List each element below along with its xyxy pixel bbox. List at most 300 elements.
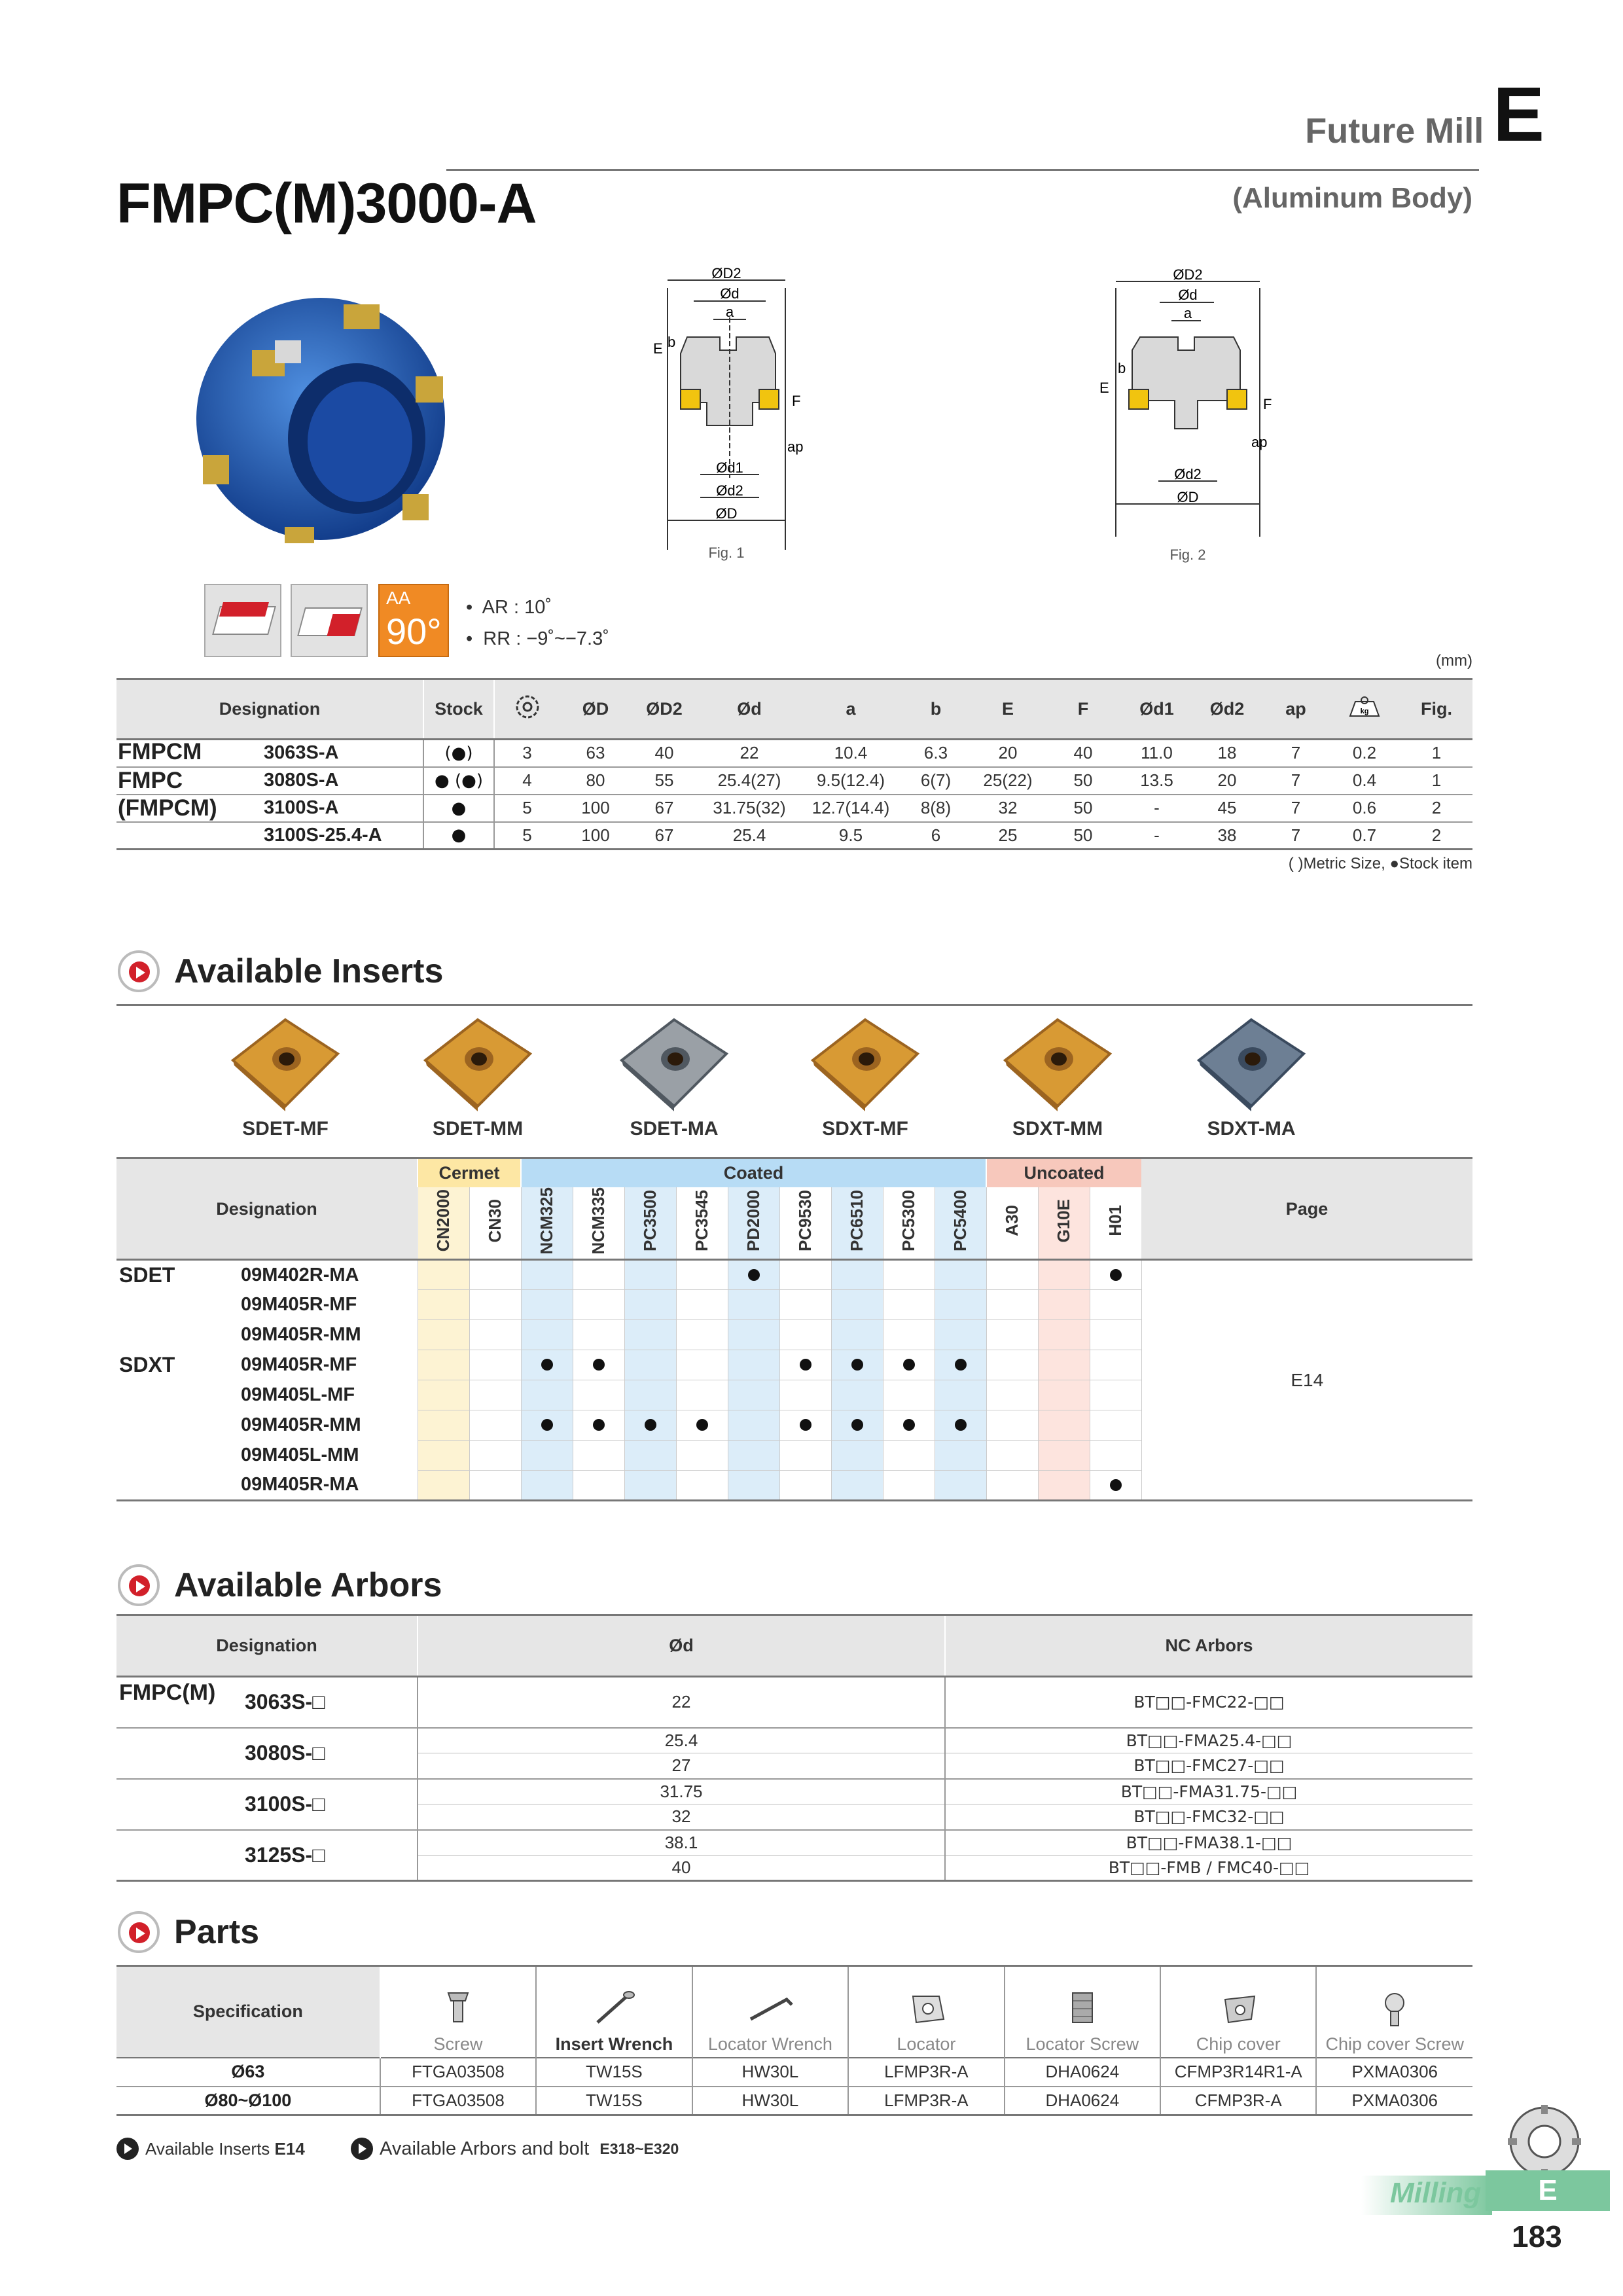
spec-E: 20: [998, 743, 1018, 763]
th-d: Ød: [697, 679, 802, 740]
grade-label: PC3500: [640, 1189, 660, 1251]
spec-ap: 7: [1291, 770, 1301, 790]
stock-cell: [624, 1350, 676, 1380]
spec-ap: 7: [1291, 743, 1301, 763]
spec-kg: 0.4: [1352, 770, 1377, 790]
stock-cell: [986, 1441, 1038, 1471]
spec-D2: 55: [654, 770, 674, 790]
section-parts: [118, 1911, 259, 1953]
footer-link1-page: E14: [274, 2138, 305, 2159]
spec-d: 31.75(32): [713, 798, 786, 817]
stock-dot: [593, 1359, 605, 1371]
arbor-d: 27: [418, 1753, 945, 1779]
arbor-d: 40: [418, 1856, 945, 1881]
stock-cell: [1090, 1441, 1141, 1471]
spec-E: 32: [998, 798, 1018, 817]
stock-dot: [800, 1359, 812, 1371]
stock-cell: [1090, 1350, 1141, 1380]
insert-code: 09M405R-MA: [241, 1474, 359, 1496]
stock-cell: [831, 1441, 883, 1471]
th-F: F: [1044, 679, 1122, 740]
stock-cell: [728, 1471, 779, 1501]
arbor-d: 25.4: [418, 1728, 945, 1753]
grade-ncm335: [573, 1187, 624, 1260]
spec-stock: (●): [423, 740, 494, 767]
stock-cell: [779, 1350, 831, 1380]
stock-cell: [779, 1320, 831, 1350]
stock-dot: [645, 1419, 656, 1431]
stock-cell: [521, 1320, 573, 1350]
stock-cell: [986, 1290, 1038, 1320]
stock-cell: [573, 1410, 624, 1441]
part-label: Chip cover Screw: [1325, 2034, 1465, 2054]
spec-z: 3: [522, 743, 532, 763]
spec-d1: -: [1154, 825, 1160, 845]
spec-E: 25: [998, 825, 1018, 845]
spec-fig: 1: [1431, 770, 1442, 790]
stock-cell: [469, 1441, 521, 1471]
stock-cell: [1038, 1441, 1090, 1471]
stock-cell: [676, 1441, 728, 1471]
stock-cell: [418, 1350, 469, 1380]
parts-th-spec: Specification: [116, 1966, 380, 2058]
stock-cell: [1038, 1290, 1090, 1320]
stock-cell: [779, 1380, 831, 1410]
footer-link2-page: E318~E320: [599, 2140, 679, 2157]
parts-row: [116, 2087, 1472, 2115]
shoulder-milling-icon: [291, 584, 368, 657]
part-label: Locator Screw: [1026, 2034, 1139, 2054]
stock-cell: [883, 1380, 935, 1410]
spec-d1: 13.5: [1140, 770, 1173, 790]
insert-code: 09M405R-MF: [241, 1354, 357, 1376]
stock-cell: [986, 1410, 1038, 1441]
parts-col-insert-wrench: [536, 1966, 692, 2058]
grade-pc9530: [779, 1187, 831, 1260]
stock-cell: [779, 1290, 831, 1320]
stock-cell: [728, 1320, 779, 1350]
spec-a: 10.4: [834, 743, 868, 763]
th-stock: Stock: [423, 679, 494, 740]
parts-value: TW15S: [536, 2058, 692, 2087]
section-title: Parts: [174, 1913, 260, 1951]
stock-cell: [418, 1290, 469, 1320]
stock-dot: [1110, 1479, 1122, 1491]
arbor-row: [116, 1779, 1472, 1804]
grade-label: PC5400: [950, 1189, 970, 1251]
stock-cell: [418, 1441, 469, 1471]
parts-value: FTGA03508: [380, 2087, 536, 2115]
fig2-label-E: E: [1099, 380, 1109, 396]
insert-name: SDXT-MM: [1012, 1118, 1103, 1139]
grade-label: H01: [1105, 1204, 1126, 1236]
stock-cell: [728, 1380, 779, 1410]
insert-code: 09M405R-MM: [241, 1414, 361, 1436]
ins-th-designation: Designation: [116, 1158, 418, 1260]
stock-cell: [935, 1320, 986, 1350]
insert-image-sdet-ma: [615, 1014, 733, 1113]
th-D: ØD: [560, 679, 632, 740]
fig1-label-D: ØD: [715, 505, 738, 522]
spec-b: 6.3: [923, 743, 948, 763]
part-3-icon: [897, 1986, 955, 2030]
fig1-label-D2: ØD2: [711, 265, 741, 281]
th-E: E: [972, 679, 1044, 740]
stock-cell: [935, 1260, 986, 1290]
spec-d1: 11.0: [1141, 743, 1173, 763]
stock-cell: [624, 1441, 676, 1471]
arbor-designation: 3080S-□: [245, 1741, 325, 1765]
spec-table: [116, 678, 1472, 850]
grade-label: PC5300: [899, 1189, 918, 1251]
spec-designation: 3063S-A: [264, 740, 423, 767]
stock-cell: [521, 1260, 573, 1290]
insert-family: [116, 1410, 241, 1441]
spec-D: 63: [586, 743, 605, 763]
section-rule: [116, 1004, 1472, 1006]
spec-b: 6(7): [920, 770, 952, 790]
arbor-row: [116, 1677, 1472, 1728]
brand-name: Future Mill: [1305, 111, 1484, 151]
insert-code: 09M405R-MF: [241, 1294, 357, 1316]
section-arrow-icon: [118, 1564, 160, 1606]
spec-note: ( )Metric Size, ●Stock item: [1288, 855, 1472, 872]
face-milling-icon: [204, 584, 281, 657]
stock-cell: [1038, 1350, 1090, 1380]
rake-angles: [466, 592, 609, 655]
parts-value: CFMP3R-A: [1160, 2087, 1316, 2115]
spec-b: 8(8): [920, 798, 952, 817]
stock-cell: [831, 1260, 883, 1290]
spec-stock: ●: [423, 822, 494, 850]
grade-pd2000: [728, 1187, 779, 1260]
stock-cell: [935, 1380, 986, 1410]
grade-label: NCM325: [537, 1187, 556, 1255]
stock-cell: [883, 1290, 935, 1320]
stock-cell: [469, 1410, 521, 1441]
spec-D: 80: [586, 770, 605, 790]
insert-name: SDET-MA: [630, 1118, 719, 1139]
parts-value: TW15S: [536, 2087, 692, 2115]
stock-cell: [1090, 1380, 1141, 1410]
stock-cell: [1038, 1320, 1090, 1350]
parts-table: [116, 1965, 1472, 2116]
grade-label: CN2000: [433, 1189, 453, 1252]
footer-link2-text: Available Arbors and bolt: [380, 2138, 590, 2159]
spec-d: 25.4: [732, 825, 766, 845]
brand-header: [1305, 71, 1544, 158]
spec-stock: ● (●): [423, 767, 494, 795]
stock-dot: [696, 1419, 708, 1431]
section-available-arbors: [118, 1564, 442, 1606]
page-number: 183: [1512, 2219, 1562, 2253]
fig2-label-ap: ap: [1251, 434, 1268, 450]
stock-cell: [573, 1441, 624, 1471]
fig2-label-F: F: [1263, 396, 1272, 412]
insert-code: 09M405L-MF: [241, 1384, 355, 1406]
stock-cell: [418, 1471, 469, 1501]
section-available-inserts: [118, 950, 443, 992]
part-label: Locator: [897, 2034, 956, 2054]
footer-link1-text: Available Inserts: [145, 2138, 270, 2159]
parts-value: LFMP3R-A: [848, 2087, 1004, 2115]
parts-value: PXMA0306: [1316, 2087, 1472, 2115]
spec-F: 50: [1073, 825, 1093, 845]
stock-cell: [573, 1260, 624, 1290]
fig2-label-D2: ØD2: [1173, 266, 1203, 283]
spec-E: 25(22): [983, 770, 1033, 790]
spec-fig: 1: [1431, 743, 1442, 763]
section-title: Available Arbors: [174, 1566, 442, 1604]
grade-h01: [1090, 1187, 1141, 1260]
parts-col-chip-cover-screw: [1316, 1966, 1472, 2058]
group-fmpcm-paren: (FMPCM): [118, 795, 217, 821]
stock-cell: [1038, 1471, 1090, 1501]
parts-spec: Ø63: [231, 2062, 265, 2081]
badge-angle: 90°: [386, 611, 442, 652]
spec-ap: 7: [1291, 798, 1301, 817]
grade-pc3545: [676, 1187, 728, 1260]
parts-col-locator-screw: [1005, 1966, 1160, 2058]
arbor-designation-cell: [116, 1779, 418, 1830]
stock-cell: [676, 1290, 728, 1320]
stock-cell: [469, 1260, 521, 1290]
stock-cell: [573, 1290, 624, 1320]
spec-row: [116, 740, 1472, 767]
arbor-nc: BT□□-FMC32-□□: [945, 1804, 1472, 1830]
stock-cell: [624, 1380, 676, 1410]
insert-code: 09M405R-MM: [241, 1324, 361, 1346]
stock-cell: [728, 1410, 779, 1441]
insert-image-sdet-mm: [419, 1014, 537, 1113]
stock-cell: [573, 1380, 624, 1410]
insert-name: SDET-MM: [432, 1118, 524, 1139]
arbor-d: 22: [418, 1677, 945, 1728]
stock-cell: [831, 1350, 883, 1380]
stock-cell: [624, 1471, 676, 1501]
stock-dot: [541, 1359, 553, 1371]
grade-label: CN30: [485, 1198, 505, 1243]
stock-cell: [1090, 1290, 1141, 1320]
grade-g10e: [1038, 1187, 1090, 1260]
parts-value: PXMA0306: [1316, 2058, 1472, 2087]
fig1-caption: Fig. 1: [708, 545, 745, 561]
grade-pc3500: [624, 1187, 676, 1260]
stock-cell: [935, 1471, 986, 1501]
inserts-table: [116, 1157, 1472, 1501]
arbor-d: 31.75: [418, 1779, 945, 1804]
spec-z: 5: [522, 825, 532, 845]
arbor-designation-cell: [116, 1677, 418, 1728]
stock-cell: [728, 1290, 779, 1320]
grade-label: PC9530: [795, 1189, 815, 1251]
stock-cell: [986, 1380, 1038, 1410]
spec-a: 12.7(14.4): [812, 798, 890, 817]
stock-cell: [883, 1260, 935, 1290]
fig2-label-D: ØD: [1177, 489, 1199, 505]
stock-dot: [748, 1269, 760, 1281]
group-fmpcm: FMPCM: [118, 739, 202, 764]
arbor-designation-cell: [116, 1830, 418, 1881]
section-arrow-icon: [118, 950, 160, 992]
part-label: Insert Wrench: [555, 2034, 673, 2054]
fig2-caption: Fig. 2: [1169, 547, 1206, 563]
weight-kg-icon: [1346, 695, 1383, 719]
stock-cell: [418, 1260, 469, 1290]
ins-th-uncoated: Uncoated: [986, 1158, 1141, 1187]
stock-cell: [469, 1471, 521, 1501]
cutter-thumbnail-icon: [1505, 2102, 1584, 2181]
spec-z: 4: [522, 770, 532, 790]
spec-fig: 2: [1431, 825, 1442, 845]
footer-section: Milling: [1390, 2177, 1482, 2209]
stock-cell: [521, 1441, 573, 1471]
arbor-nc: BT□□-FMA31.75-□□: [945, 1779, 1472, 1804]
grade-pc5400: [935, 1187, 986, 1260]
stock-cell: [469, 1290, 521, 1320]
spec-F: 40: [1073, 743, 1093, 763]
unit-label: (mm): [1436, 652, 1472, 670]
parts-value: HW30L: [692, 2058, 848, 2087]
stock-cell: [624, 1260, 676, 1290]
grade-label: G10E: [1054, 1198, 1073, 1243]
figure-2-drawing: [1067, 262, 1355, 569]
spec-a: 9.5: [838, 825, 863, 845]
th-d2: Ød2: [1191, 679, 1263, 740]
part-5-icon: [1209, 1986, 1268, 2030]
insert-family: SDET: [119, 1263, 175, 1287]
stock-cell: [469, 1380, 521, 1410]
stock-cell: [779, 1410, 831, 1441]
spec-d: 22: [740, 743, 759, 763]
radial-rake: • RR : −9˚~−7.3˚: [466, 628, 609, 649]
stock-cell: [883, 1350, 935, 1380]
grade-label: PC3545: [692, 1189, 711, 1251]
stock-dot: [541, 1419, 553, 1431]
arrow-circle-icon: [116, 2138, 139, 2160]
axial-rake: • AR : 10˚: [466, 597, 552, 618]
fig1-label-d: Ød: [720, 285, 740, 302]
insert-family: [116, 1441, 241, 1471]
fig1-label-a: a: [725, 304, 734, 320]
spec-row: [116, 795, 1472, 822]
spec-designation: 3080S-A: [264, 767, 423, 795]
spec-kg: 0.6: [1352, 798, 1377, 817]
grade-label: A30: [1002, 1204, 1022, 1236]
section-arrow-icon: [118, 1911, 160, 1953]
stock-cell: [521, 1290, 573, 1320]
stock-cell: [1038, 1380, 1090, 1410]
insert-family: [116, 1290, 241, 1320]
arb-th-designation: Designation: [116, 1615, 418, 1677]
spec-D2: 67: [654, 825, 674, 845]
cutter-image: [187, 278, 461, 553]
spec-z: 5: [522, 798, 532, 817]
insert-image-sdet-mf: [226, 1014, 344, 1113]
spec-row: [116, 767, 1472, 795]
insert-family: SDXT: [119, 1353, 175, 1377]
grade-label: PD2000: [743, 1189, 763, 1251]
spec-ap: 7: [1291, 825, 1301, 845]
parts-col-locator-wrench: [692, 1966, 848, 2058]
stock-dot: [903, 1419, 915, 1431]
stock-cell: [521, 1471, 573, 1501]
insert-code: 09M402R-MA: [241, 1264, 359, 1285]
grade-label: NCM335: [588, 1187, 608, 1255]
stock-dot: [851, 1419, 863, 1431]
stock-cell: [986, 1320, 1038, 1350]
stock-cell: [935, 1350, 986, 1380]
part-6-icon: [1365, 1986, 1424, 2030]
stock-dot: [955, 1419, 967, 1431]
parts-value: DHA0624: [1005, 2087, 1160, 2115]
part-label: Locator Wrench: [707, 2034, 832, 2054]
fig1-label-b: b: [668, 334, 676, 350]
stock-cell: [521, 1350, 573, 1380]
parts-value: DHA0624: [1005, 2058, 1160, 2087]
stock-cell: [883, 1410, 935, 1441]
spec-D2: 40: [654, 743, 674, 763]
arbor-row: [116, 1830, 1472, 1856]
grade-ncm325: [521, 1187, 573, 1260]
section-letter: E: [1493, 71, 1544, 158]
stock-cell: [676, 1260, 728, 1290]
stock-dot: [955, 1359, 967, 1371]
insert-name: SDET-MF: [242, 1118, 329, 1139]
fig2-label-b: b: [1118, 360, 1126, 376]
stock-cell: [779, 1441, 831, 1471]
insert-family: [116, 1471, 241, 1501]
stock-cell: [986, 1260, 1038, 1290]
insert-name: SDXT-MF: [822, 1118, 908, 1139]
stock-cell: [728, 1260, 779, 1290]
spec-F: 50: [1073, 798, 1093, 817]
footer-link-arbors[interactable]: [351, 2138, 679, 2160]
spec-fig: 2: [1431, 798, 1442, 817]
stock-cell: [469, 1350, 521, 1380]
spec-row: [116, 822, 1472, 850]
fig1-label-E: E: [653, 340, 663, 357]
header-rule: [446, 169, 1479, 171]
part-2-icon: [741, 1986, 800, 2030]
grade-pc5300: [883, 1187, 935, 1260]
arbor-d: 32: [418, 1804, 945, 1830]
stock-cell: [418, 1380, 469, 1410]
arbors-table: [116, 1614, 1472, 1882]
grade-a30: [986, 1187, 1038, 1260]
th-a: a: [802, 679, 900, 740]
spec-kg: 0.7: [1352, 825, 1377, 845]
spec-F: 50: [1073, 770, 1093, 790]
footer-link-inserts[interactable]: [116, 2138, 305, 2160]
insert-code: 09M405L-MM: [241, 1444, 359, 1466]
fig1-label-d1: Ød1: [716, 459, 743, 476]
th-weight: [1329, 679, 1400, 740]
grade-cn30: [469, 1187, 521, 1260]
arbor-nc: BT□□-FMB / FMC40-□□: [945, 1856, 1472, 1881]
th-ap: ap: [1263, 679, 1329, 740]
spec-D2: 67: [654, 798, 674, 817]
stock-cell: [676, 1320, 728, 1350]
fig1-label-ap: ap: [787, 439, 804, 455]
stock-cell: [883, 1320, 935, 1350]
stock-cell: [418, 1410, 469, 1441]
stock-cell: [831, 1290, 883, 1320]
stock-cell: [1090, 1260, 1141, 1290]
stock-dot: [1110, 1269, 1122, 1281]
arbor-designation-cell: [116, 1728, 418, 1779]
stock-cell: [676, 1350, 728, 1380]
